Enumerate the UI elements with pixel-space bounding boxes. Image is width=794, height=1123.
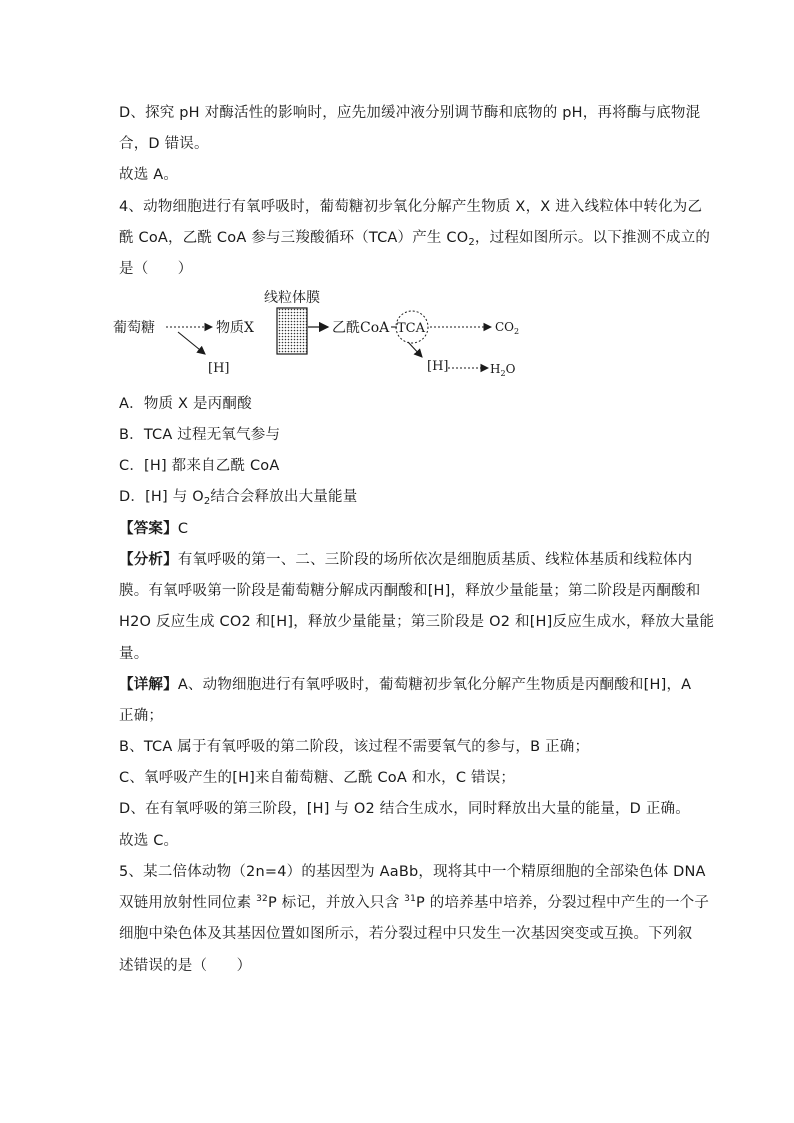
detail-line: 【详解】A、动物细胞进行有氧呼吸时，葡萄糖初步氧化分解产生物质是丙酮酸和[H]，A <box>119 677 692 693</box>
option-a: A．物质 X 是丙酮酸 <box>119 396 252 412</box>
text-line: D、在有氧呼吸的第三阶段，[H] 与 O2 结合生成水，同时释放出大量的能量，D 正确。 <box>119 801 690 817</box>
h-label-1: [H] <box>208 361 230 376</box>
substance-x-label: 物质X <box>216 320 254 336</box>
option-c: C．[H] 都来自乙酰 CoA <box>119 458 280 474</box>
text-line: 正确； <box>119 708 164 724</box>
co2-label: $CO_2$ <box>495 320 520 336</box>
analysis-label: 【分析】 <box>119 552 178 568</box>
text-line: 量。 <box>119 646 149 662</box>
mitochondrial-membrane <box>277 308 307 354</box>
question-5-stem: 5、某二倍体动物（2n=4）的基因型为 AaBb，现将其中一个精原细胞的全部染色体 DNA <box>119 864 706 880</box>
acetyl-coa-label: 乙酰CoA <box>332 320 390 336</box>
text-line: H2O 反应生成 CO2 和[H]，释放少量能量；第三阶段是 O2 和[H]反应生成水，释放大量能 <box>119 614 715 630</box>
text-line: B、TCA 属于有氧呼吸的第二阶段，该过程不需要氧气的参与，B 正确； <box>119 739 590 755</box>
text-line: 合，D 错误。 <box>119 136 209 152</box>
answer-label: 【答案】 <box>119 521 178 537</box>
h-label-2: [H] <box>427 359 449 374</box>
question-4-stem: 是（ ） <box>119 261 193 277</box>
question-4-stem: 4、动物细胞进行有氧呼吸时，葡萄糖初步氧化分解产生物质 X，X 进入线粒体中转化为乙 <box>119 199 703 215</box>
question-5-stem: 双链用放射性同位素 $^{32}$P 标记，并放入只含 $^{31}$P 的培养基中培养，分裂过程中产生的一个子 <box>119 894 710 911</box>
text-line: C、氧呼吸产生的[H]来自葡萄糖、乙酰 CoA 和水，C 错误； <box>119 770 516 786</box>
option-d: D．[H] 与 $O_2$结合会释放出大量能量 <box>119 489 358 507</box>
analysis-line: 【分析】有氧呼吸的第一、二、三阶段的场所依次是细胞质基质、线粒体基质和线粒体内 <box>119 552 693 568</box>
arrow-glucose-h <box>178 332 205 354</box>
question-5-stem: 细胞中染色体及其基因位置如图所示，若分裂过程中只发生一次基因突变或互换。下列叙 <box>119 926 693 942</box>
h2o-label: $H_2O$ <box>490 362 516 378</box>
arrow-tca-h <box>408 342 422 357</box>
answer-value: C <box>177 521 189 537</box>
text-line: D、探究 pH 对酶活性的影响时，应先加缓冲液分别调节酶和底物的 pH，再将酶与底物混 <box>119 105 701 121</box>
detail-label: 【详解】 <box>119 677 178 693</box>
answer-line <box>119 519 188 539</box>
glucose-label: 葡萄糖 <box>113 320 155 336</box>
tca-label: TCA <box>397 321 426 336</box>
text-line: 故选 C。 <box>119 833 179 849</box>
question-4-stem: 酰 CoA，乙酰 CoA 参与三羧酸循环（TCA）产生 $CO_2$，过程如图所示。以下推测不成立的 <box>119 230 711 248</box>
respiration-diagram <box>110 284 530 384</box>
text-line: 故选 A。 <box>119 167 179 183</box>
question-5-stem: 述错误的是（ ） <box>119 958 252 974</box>
membrane-label: 线粒体膜 <box>264 290 320 306</box>
option-b: B．TCA 过程无氧气参与 <box>119 427 281 443</box>
text-line: 膜。有氧呼吸第一阶段是葡萄糖分解成丙酮酸和[H]，释放少量能量；第二阶段是丙酮酸和 <box>119 583 701 599</box>
